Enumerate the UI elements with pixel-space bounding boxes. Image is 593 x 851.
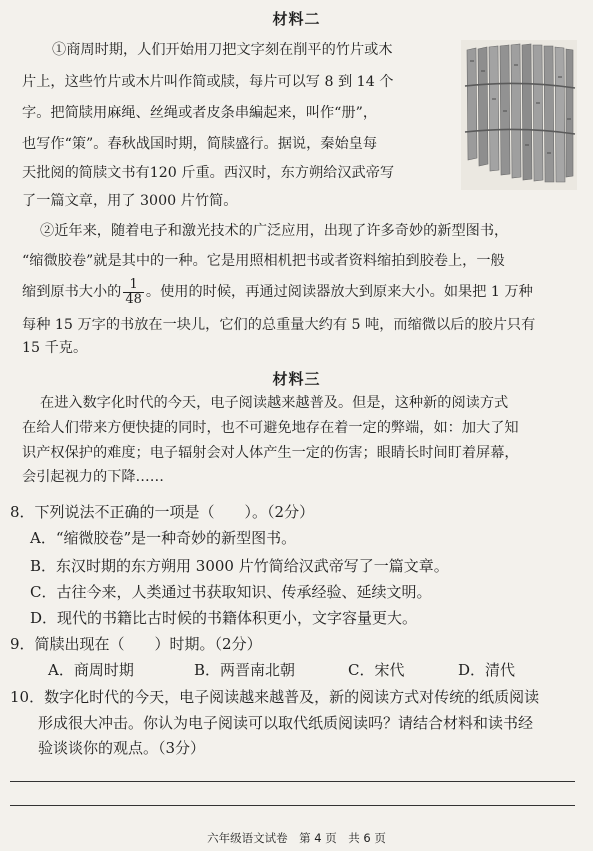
q8-option-c: C．古往今来，人类通过书获取知识、传承经验、延续文明。 <box>30 583 432 601</box>
m2-p2-line4: 每种 15 万字的书放在一块儿，它们的总重量大约有 5 吨，而缩微以后的胶片只有 <box>22 317 536 333</box>
q10-line2: 形成很大冲击。你认为电子阅读可以取代纸质阅读吗？请结合材料和读书经 <box>38 714 534 732</box>
m3-line2: 在给人们带来方便快捷的同时，也不可避免地存在着一定的弊端，如：加大了知 <box>22 420 519 436</box>
q9-option-a: A．商周时期 <box>48 661 134 679</box>
material2-title: 材料二 <box>272 10 321 28</box>
q9-option-c: C．宋代 <box>348 661 405 679</box>
m2-p2-line3-before: 缩到原书大小的 <box>22 284 122 300</box>
m2-p2-line3 <box>22 274 533 310</box>
q10-line3: 验谈谈你的观点。（3分） <box>38 739 206 757</box>
m2-p1-line1: ①商周时期，人们开始用刀把文字刻在削平的竹片或木 <box>52 42 393 58</box>
m2-p1-line2: 片上，这些竹片或木片叫作简或牍，每片可以写 8 到 14 个 <box>22 74 394 90</box>
q8-option-d: D．现代的书籍比古时候的书籍体积更小，文字容量更大。 <box>30 609 418 627</box>
m3-line3: 识产权保护的难度；电子辐射会对人体产生一定的伤害；眼睛长时间盯着屏幕， <box>22 445 519 461</box>
answer-line-1 <box>10 781 575 782</box>
fraction-denominator: 48 <box>125 291 142 307</box>
m2-p2-line5: 15 千克。 <box>22 340 88 356</box>
fraction <box>123 278 144 307</box>
bamboo-slips-photo <box>461 40 577 190</box>
m3-line1: 在进入数字化时代的今天，电子阅读越来越普及。但是，这种新的阅读方式 <box>40 395 509 411</box>
page-footer: 六年级语文试卷 第 4 页 共 6 页 <box>207 831 386 845</box>
q8-option-a: A．“缩微胶卷”是一种奇妙的新型图书。 <box>30 529 297 547</box>
fraction-numerator: 1 <box>123 278 144 293</box>
m2-p1-line6: 了一篇文章，用了 3000 片竹简。 <box>22 193 238 209</box>
q10-line1: 10．数字化时代的今天，电子阅读越来越普及，新的阅读方式对传统的纸质阅读 <box>10 688 540 706</box>
q9-stem: 9．简牍出现在（ ）时期。（2分） <box>10 635 262 653</box>
m2-p2-line3-after: 。使用的时候，再通过阅读器放大到原来大小。如果把 1 万种 <box>145 284 533 300</box>
answer-line-2 <box>10 805 575 806</box>
q8-option-b: B．东汉时期的东方朔用 3000 片竹简给汉武帝写了一篇文章。 <box>30 557 449 575</box>
material3-title: 材料三 <box>272 370 321 388</box>
m2-p1-line4: 也写作“策”。春秋战国时期，简牍盛行。据说，秦始皇每 <box>22 136 378 152</box>
q8-stem: 8．下列说法不正确的一项是（ ）。（2分） <box>10 503 315 521</box>
q9-option-d: D．清代 <box>458 661 516 679</box>
m2-p1-line5: 天批阅的简牍文书有120 斤重。西汉时，东方朔给汉武帝写 <box>22 165 395 181</box>
m2-p2-line1: ②近年来，随着电子和激光技术的广泛应用，出现了许多奇妙的新型图书， <box>40 223 509 239</box>
q9-option-b: B．两晋南北朝 <box>194 661 296 679</box>
m3-line4: 会引起视力的下降…… <box>22 469 164 485</box>
m2-p2-line2: “缩微胶卷”就是其中的一种。它是用照相机把书或者资料缩拍到胶卷上，一般 <box>22 253 505 269</box>
m2-p1-line3: 字。把简牍用麻绳、丝绳或者皮条串編起来，叫作“册”， <box>22 105 378 121</box>
